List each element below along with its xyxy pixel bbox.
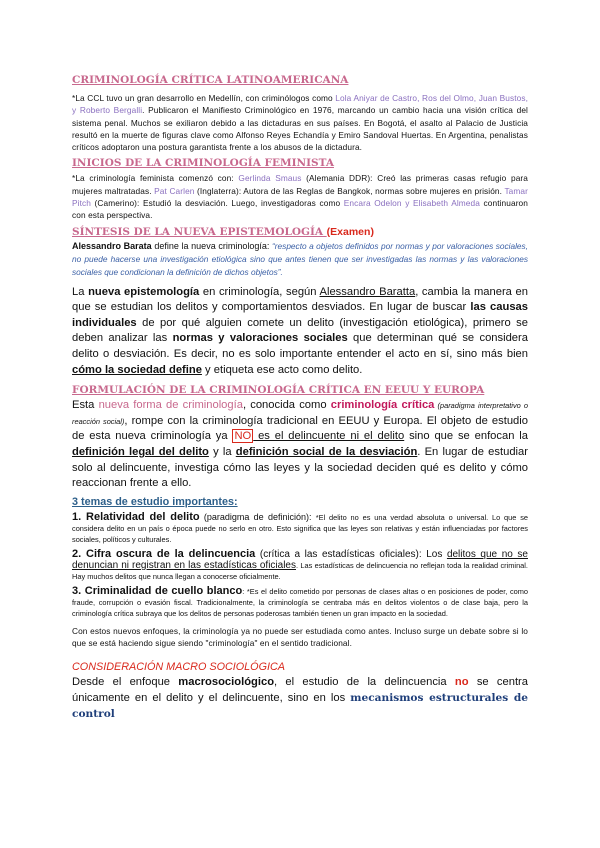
tema-title: 3. Criminalidad de cuello blanco xyxy=(72,584,243,597)
text: (Camerino): Estudió la desviación. Luego, investigadoras como xyxy=(90,198,344,209)
text: . Las estadísticas de delincuencia no reflejan toda la realidad criminal. Hay muchos delitos que nunca llegan a conocerse oficialmente. xyxy=(72,560,528,581)
heading-criminologia-critica-latinoamericana: CRIMINOLOGÍA CRÍTICA LATINOAMERICANA xyxy=(72,74,349,86)
text: . En lugar de estudiar solo al delincuente, investiga cómo las leyes y la sociedad deciden qué es delito y cómo reaccionan frente a ello. xyxy=(72,446,528,490)
text: sino que se enfocan la xyxy=(404,430,528,443)
heading-sintesis-epistemologia xyxy=(72,226,528,238)
author-name: Alessandro Barata xyxy=(72,240,152,251)
text: Desde el enfoque xyxy=(72,676,179,689)
bold-term: definición legal del delito xyxy=(72,446,209,459)
paragraph-macrosociologico xyxy=(72,675,528,722)
names-highlight: Lola Aniyar de Castro, Ros del Olmo, Juan Bustos, y Roberto Bergalli xyxy=(72,93,528,116)
bold-term: macrosociológico xyxy=(178,676,275,689)
tema-cuello-blanco xyxy=(72,586,528,619)
bold-term: definición social de la desviación xyxy=(235,446,418,459)
text: de por qué alguien comete un delito (investigación etiológica), primero se deben analizar las xyxy=(72,316,528,345)
heading-text: SÍNTESIS DE LA NUEVA EPISTEMOLOGÍA xyxy=(72,225,324,238)
paragraph-nueva-epistemologia xyxy=(72,285,528,379)
text: , cambia la manera en que se estudian los delitos y comportamientos desviados. En lugar de buscar xyxy=(72,285,528,314)
highlight-term: criminología crítica xyxy=(330,399,435,412)
text: (Inglaterra): Autora de las Reglas de Bangkok, normas sobre mujeres en prisión. xyxy=(194,185,505,196)
paragraph-barata-definition xyxy=(72,240,528,279)
bold-term: las causas individuales xyxy=(72,301,528,329)
text: , el estudio de la delincuencia xyxy=(274,676,455,689)
text: . Publicaron el Manifiesto Criminológico en 1976, marcando un cambio hacia una visión crítica del sistema penal. Muchos se exiliaron debido a las dictaduras en sus países. En Bogotá, el asalto al Palacio de Justicia resultó en la muerte de figuras clave como Alfonso Reyes Echandía y Emiro Sandoval Huertas. En Argentina, penalistas críticos adoptaron una postura garantista frente a los abusos de la dictadura. xyxy=(72,105,528,153)
text: y la xyxy=(208,446,236,459)
name-highlight: Pat Carlen xyxy=(154,185,195,196)
text: La xyxy=(72,285,89,298)
tema-title: 2. Cifra oscura de la delincuencia xyxy=(72,547,256,560)
text: se centra únicamente en el delito y el delincuente, sino en los xyxy=(72,676,529,704)
name-highlight: Encara Odelon y Elisabeth Almeda xyxy=(343,198,480,209)
paragraph-closing: Con estos nuevos enfoques, la criminología ya no puede ser estudiada como antes. Incluso surge un debate sobre si lo que se está haciendo sigue siendo "criminología" en el sentido tradicional. xyxy=(72,625,528,649)
text: : xyxy=(242,586,247,596)
underlined-text: es el delincuente ni el delito xyxy=(253,430,405,443)
text: , conocida como xyxy=(242,399,331,412)
text: (paradigma de definición): xyxy=(199,511,316,522)
text: , rompe con la criminología tradicional en EEUU y Europa. El objeto de estudio de esta nueva criminología ya xyxy=(72,414,528,443)
heading-criminologia-feminista: INICIOS DE LA CRIMINOLOGÍA FEMINISTA xyxy=(72,157,334,170)
bold-term: mecanismos estructurales de control xyxy=(72,691,528,720)
heading-formulacion-eeuu-europa: FORMULACIÓN DE LA CRIMINOLOGÍA CRÍTICA EN EEUU Y EUROPA xyxy=(72,384,485,397)
name-highlight: Tamar Pitch xyxy=(72,185,528,209)
exam-tag: (Examen) xyxy=(326,225,374,238)
text: y etiqueta ese acto como delito. xyxy=(201,363,363,376)
heading-3-temas: 3 temas de estudio importantes: xyxy=(72,495,238,508)
bold-term: cómo la sociedad define xyxy=(72,363,202,376)
paragraph-feminista xyxy=(72,172,528,221)
text: en criminología, según xyxy=(199,285,320,298)
text: (crítica a las estadísticas oficiales): Los xyxy=(255,548,447,560)
bold-term: normas y valoraciones sociales xyxy=(172,332,348,345)
text: *Es el delito cometido por personas de clases altas o en posiciones de poder, como fraude, corrupción o evasión fiscal. Tradicionalmente, la criminología se centraba más en delitos violentos o de clase baja, pero la criminología crítica subraya que los delitos de personas poderosas también tienen un gran impacto en la sociedad. xyxy=(72,586,529,618)
pink-term: nueva forma de criminología xyxy=(98,399,243,412)
paragraph-criminologia-critica xyxy=(72,398,528,492)
heading-consideracion-macro: CONSIDERACIÓN MACRO SOCIOLÓGICA xyxy=(72,661,285,674)
text: continuaron con esta perspectiva. xyxy=(72,198,528,221)
text: Esta xyxy=(72,399,99,412)
no-boxed: NO xyxy=(234,430,252,443)
tema-title: 1. Relatividad del delito xyxy=(72,510,200,523)
text: define la nueva criminología: xyxy=(151,240,273,251)
paragraph-ccl xyxy=(72,92,528,153)
red-no: no xyxy=(454,676,469,689)
text: *La criminología feminista comenzó con: xyxy=(72,173,239,184)
paren-note: (paradigma interpretativo o reacción social) xyxy=(72,401,528,426)
document-page xyxy=(72,70,528,722)
text: que determinan qué se considera delito o desviación. Es decir, no es solo importante entender el acto en sí, sino más bien xyxy=(72,332,528,361)
text: (Alemania DDR): Creó las primeras casas refugio para mujeres maltratadas. xyxy=(72,173,528,196)
bold-term: nueva epistemología xyxy=(88,285,200,298)
underlined-text: delitos que no se denuncian ni registran en las estadísticas oficiales xyxy=(72,548,528,571)
tema-relatividad xyxy=(72,512,528,545)
name-highlight: Gerlinda Smaus xyxy=(238,173,302,184)
quote: “respecto a objetos definidos por normas y por valoraciones sociales, no puede hacerse una investigación etiológica sino que antes tienen que ser investigadas las normas y las valoraciones sociales que condicionan la definición de dichos objetos”. xyxy=(72,240,528,277)
tema-cifra-oscura xyxy=(72,549,528,582)
underlined-name: Alessandro Baratta xyxy=(319,285,416,298)
text: *El delito no es una verdad absoluta o universal. Lo que se considera delito en un país o época puede no serlo en otro. Esto significa que las leyes son relativas y están influenciadas por factores sociales, políticos y culturales. xyxy=(72,512,529,544)
text: *La CCL tuvo un gran desarrollo en Medellín, con criminólogos como xyxy=(72,93,336,103)
